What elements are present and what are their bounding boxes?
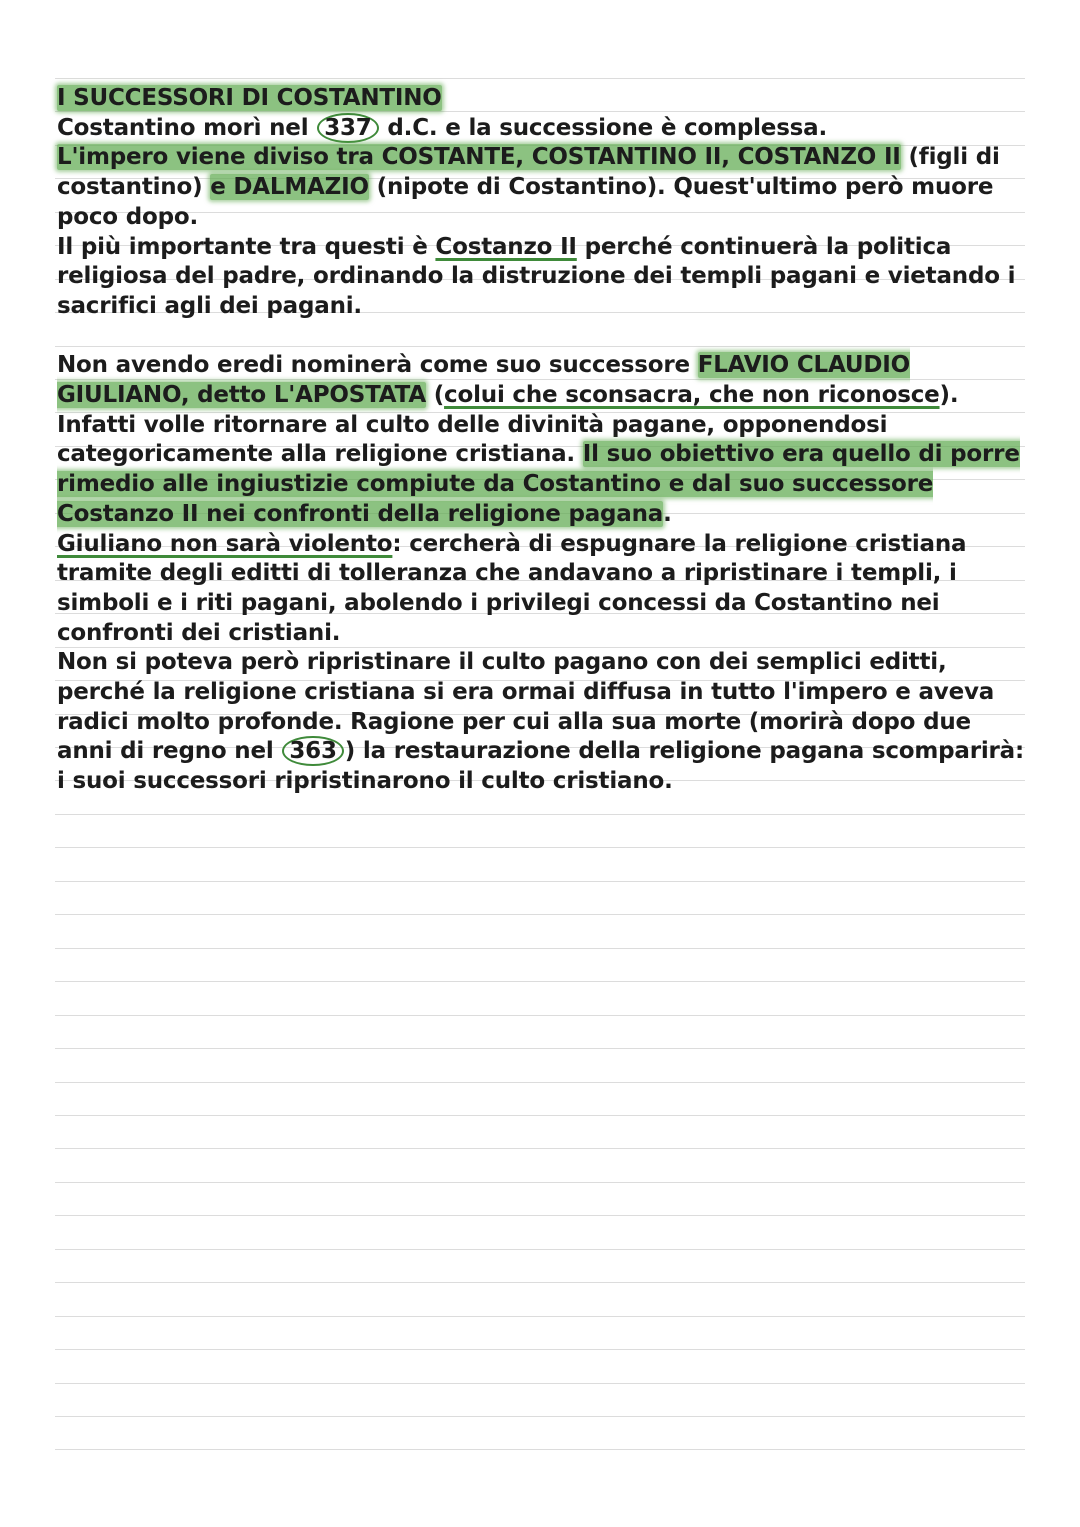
paragraph-6: Giuliano non sarà violento: cercherà di espugnare la religione cristiana tramite degli editti di tolleranza che andavano a ripristinare i templi, i simboli e i riti pagani, abolendo i privilegi concessi da Costantino nei confronti dei cristiani. (57, 530, 967, 646)
ruled-line (55, 1215, 1025, 1216)
ruled-line (55, 78, 1025, 79)
ruled-line (55, 1282, 1025, 1283)
ruled-line (55, 814, 1025, 815)
ruled-line (55, 1349, 1025, 1350)
ruled-line (55, 1416, 1025, 1417)
paragraph-1: Costantino morì nel 337 d.C. e la successione è complessa. (57, 114, 828, 141)
ruled-line (55, 1249, 1025, 1250)
ruled-line (55, 1115, 1025, 1116)
year-337-circled: 337 (317, 113, 378, 143)
ruled-line (55, 914, 1025, 915)
paragraph-3: Il più importante tra questi è Costanzo II perché continuerà la politica religiosa del padre, ordinando la distruzione dei templi pagani e vietando i sacrifici agli dei pagani. (57, 233, 1016, 319)
paragraph-7: Non si poteva però ripristinare il culto pagano con dei semplici editti, perché la religione cristiana si era ormai diffusa in tutto l'impero e aveva radici molto profonde. Ragione per cui alla sua morte (morirà dopo due anni di regno nel 363 ) la restaurazione della religione pagana scomparirà: i suoi successori ripristinarono il culto cristiano. (57, 649, 1024, 795)
giuliano-highlight: FLAVIO CLAUDIO GIULIANO, detto L'APOSTATA (57, 352, 910, 409)
ruled-line (55, 881, 1025, 882)
ruled-line (55, 948, 1025, 949)
paragraph-gap (57, 322, 1032, 352)
ruled-line (55, 1082, 1025, 1083)
ruled-line (55, 1316, 1025, 1317)
objective-highlight: Il suo obiettivo era quello di porre rimedio alle ingiustizie compiute da Costantino e dal suo successore Costanzo II nei confronti della religione pagana (57, 441, 1020, 527)
ruled-line (55, 847, 1025, 848)
non-violent-underline: Giuliano non sarà violento (57, 530, 393, 557)
year-363-circled: 363 (282, 736, 343, 766)
section-title (57, 84, 1032, 114)
costanzo-underline: Costanzo II (435, 233, 577, 260)
ruled-line (55, 1048, 1025, 1049)
notes-text (57, 84, 1032, 797)
heirs-highlight: L'impero viene diviso tra COSTANTE, COSTANTINO II, COSTANZO II (57, 144, 901, 171)
ruled-line (55, 981, 1025, 982)
dalmazio-highlight: e DALMAZIO (210, 174, 369, 201)
paragraph-5: Infatti volle ritornare al culto delle divinità pagane, opponendosi categoricamente alla religione cristiana. Il suo obiettivo era quello di porre rimedio alle ingiustizie compiute da Costantino e dal suo successore Costanzo II nei confronti della religione pagana. (57, 411, 1020, 527)
ruled-line (55, 1449, 1025, 1450)
paragraph-2: L'impero viene diviso tra COSTANTE, COSTANTINO II, COSTANZO II (figli di costantino) e DALMAZIO (nipote di Costantino). Quest'ultimo però muore poco dopo. (57, 144, 1000, 230)
paragraph-4: Non avendo eredi nominerà come suo successore FLAVIO CLAUDIO GIULIANO, detto L'APOSTATA (colui che sconsacra, che non riconosce). (57, 352, 959, 409)
apostata-definition-underline: colui che sconsacra, che non riconosce (444, 382, 940, 409)
ruled-line (55, 1383, 1025, 1384)
ruled-line (55, 1182, 1025, 1183)
title-highlight: I SUCCESSORI DI COSTANTINO (57, 85, 442, 111)
ruled-line (55, 1148, 1025, 1149)
ruled-line (55, 1015, 1025, 1016)
